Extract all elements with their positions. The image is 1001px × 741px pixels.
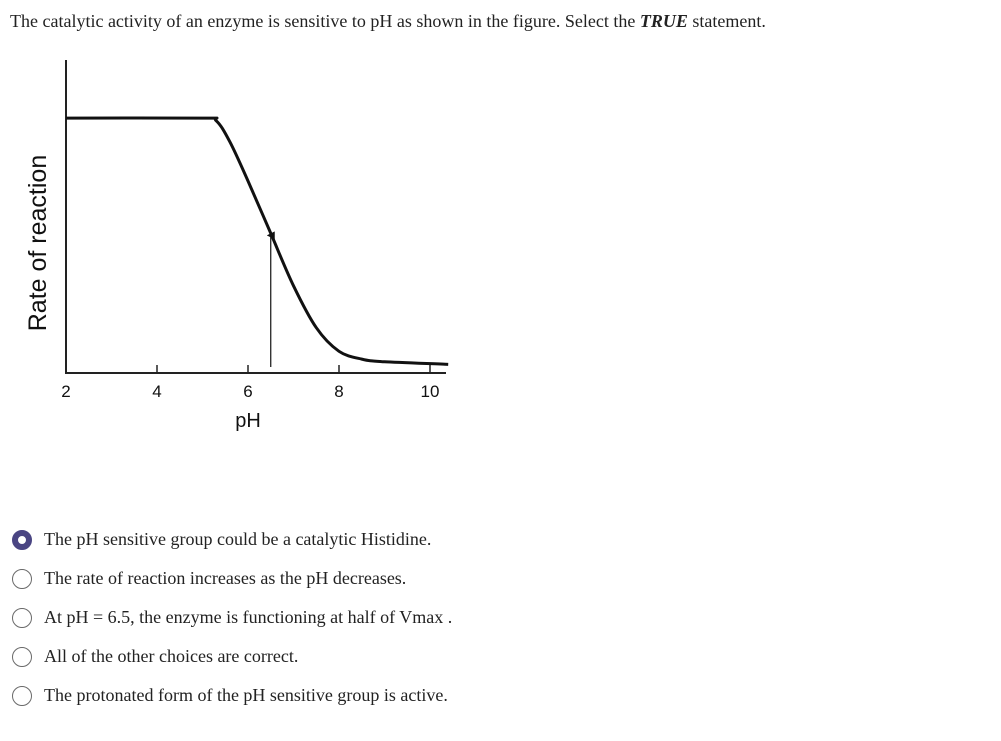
answer-choice[interactable]: [12, 598, 452, 637]
x-tick-label: 2: [61, 382, 71, 401]
question-text-start: The catalytic activity of an enzyme is sensitive to pH as shown in the figure. Select the: [10, 11, 640, 31]
answer-choice-label: The protonated form of the pH sensitive group is active.: [44, 685, 448, 705]
answer-choice[interactable]: [12, 637, 452, 676]
radio-button[interactable]: [12, 647, 32, 667]
question-emphasis: TRUE: [639, 11, 688, 31]
x-tick-label: 10: [420, 382, 440, 401]
x-tick-label: 6: [243, 382, 253, 401]
answer-choice-label: The rate of reaction increases as the pH decreases.: [44, 568, 407, 588]
answer-choices: [12, 520, 452, 715]
answer-choice-label: The pH sensitive group could be a catalytic Histidine.: [44, 529, 432, 549]
answer-choice-label: At pH = 6.5, the enzyme is functioning at half of Vmax .: [44, 607, 453, 627]
x-tick-label: 4: [152, 382, 162, 401]
radio-button[interactable]: [12, 569, 32, 589]
answer-choice[interactable]: [12, 676, 452, 715]
question-text: [10, 9, 766, 33]
radio-button-selected[interactable]: [12, 530, 32, 550]
answer-choice[interactable]: [12, 520, 452, 559]
x-axis-label: pH: [235, 410, 261, 432]
answer-choice-label: All of the other choices are correct.: [44, 646, 299, 666]
question-text-end: statement.: [687, 11, 766, 31]
answer-choice[interactable]: [12, 559, 452, 598]
radio-button[interactable]: [12, 608, 32, 628]
rate-curve: [66, 118, 448, 364]
x-tick-label: 8: [334, 382, 344, 401]
y-axis-label: Rate of reaction: [24, 154, 52, 332]
radio-button[interactable]: [12, 686, 32, 706]
ph-rate-chart: [0, 40, 470, 450]
